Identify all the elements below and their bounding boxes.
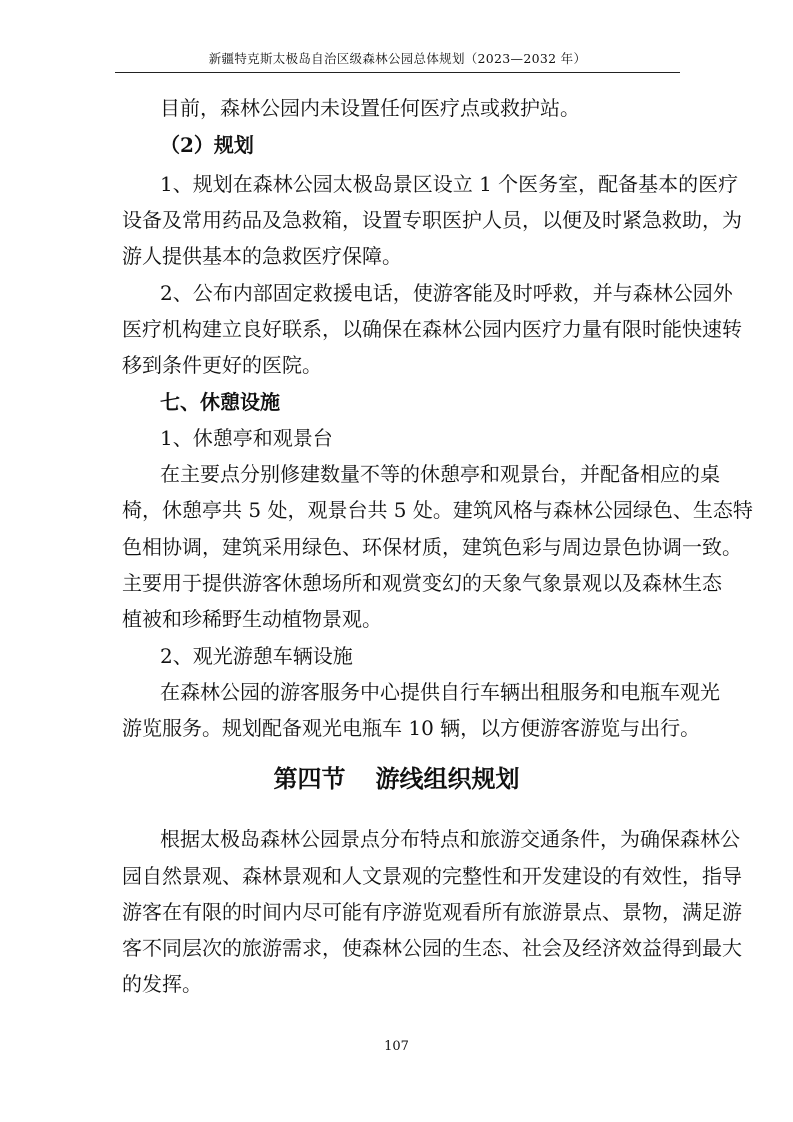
subheading-plan: （2）规划 bbox=[160, 133, 254, 157]
paragraph-line: 1、规划在森林公园太极岛景区设立 1 个医务室，配备基本的医疗 bbox=[160, 172, 739, 196]
paragraph-line: 园自然景观、森林景观和人文景观的完整性和开发建设的有效性，指导 bbox=[122, 864, 742, 888]
section-title bbox=[0, 762, 793, 796]
paragraph-line: 2、公布内部固定救援电话，使游客能及时呼救，并与森林公园外 bbox=[160, 281, 733, 305]
heading-rest-facilities: 七、休憩设施 bbox=[160, 390, 280, 414]
paragraph-line: 椅，休憩亭共 5 处，观景台共 5 处。建筑风格与森林公园绿色、生态特 bbox=[122, 498, 753, 522]
paragraph-line: 的发挥。 bbox=[122, 972, 202, 996]
page-number: 107 bbox=[384, 1039, 409, 1054]
paragraph-line: 植被和珍稀野生动植物景观。 bbox=[122, 607, 382, 631]
list-item-heading: 2、观光游憩车辆设施 bbox=[160, 644, 353, 668]
header-rule bbox=[115, 72, 680, 73]
paragraph-line: 在主要点分别修建数量不等的休憩亭和观景台，并配备相应的桌 bbox=[160, 462, 720, 486]
paragraph-line: 客不同层次的旅游需求，使森林公园的生态、社会及经济效益得到最大 bbox=[122, 936, 742, 960]
section-name: 游线组织规划 bbox=[375, 764, 520, 793]
paragraph-line: 根据太极岛森林公园景点分布特点和旅游交通条件，为确保森林公 bbox=[160, 827, 740, 851]
page-header: 新疆特克斯太极岛自治区级森林公园总体规划（2023—2032 年） bbox=[208, 51, 587, 66]
paragraph-line: 医疗机构建立良好联系，以确保在森林公园内医疗力量有限时能快速转 bbox=[122, 317, 742, 341]
paragraph-line: 色相协调，建筑采用绿色、环保材质，建筑色彩与周边景色协调一致。 bbox=[122, 535, 742, 559]
paragraph-line: 在森林公园的游客服务中心提供自行车辆出租服务和电瓶车观光 bbox=[160, 680, 720, 704]
paragraph-line: 主要用于提供游客休憩场所和观赏变幻的天象气象景观以及森林生态 bbox=[122, 571, 722, 595]
section-number: 第四节 bbox=[273, 764, 346, 793]
paragraph-line: 目前，森林公园内未设置任何医疗点或救护站。 bbox=[160, 96, 580, 120]
paragraph-line: 设备及常用药品及急救箱，设置专职医护人员，以便及时紧急救助，为 bbox=[122, 208, 742, 232]
paragraph-line: 游客在有限的时间内尽可能有序游览观看所有旅游景点、景物，满足游 bbox=[122, 900, 742, 924]
paragraph-line: 游人提供基本的急救医疗保障。 bbox=[122, 244, 402, 268]
paragraph-line: 移到条件更好的医院。 bbox=[122, 353, 322, 377]
list-item-heading: 1、休憩亭和观景台 bbox=[160, 426, 333, 450]
paragraph-line: 游览服务。规划配备观光电瓶车 10 辆，以方便游客游览与出行。 bbox=[122, 716, 701, 740]
